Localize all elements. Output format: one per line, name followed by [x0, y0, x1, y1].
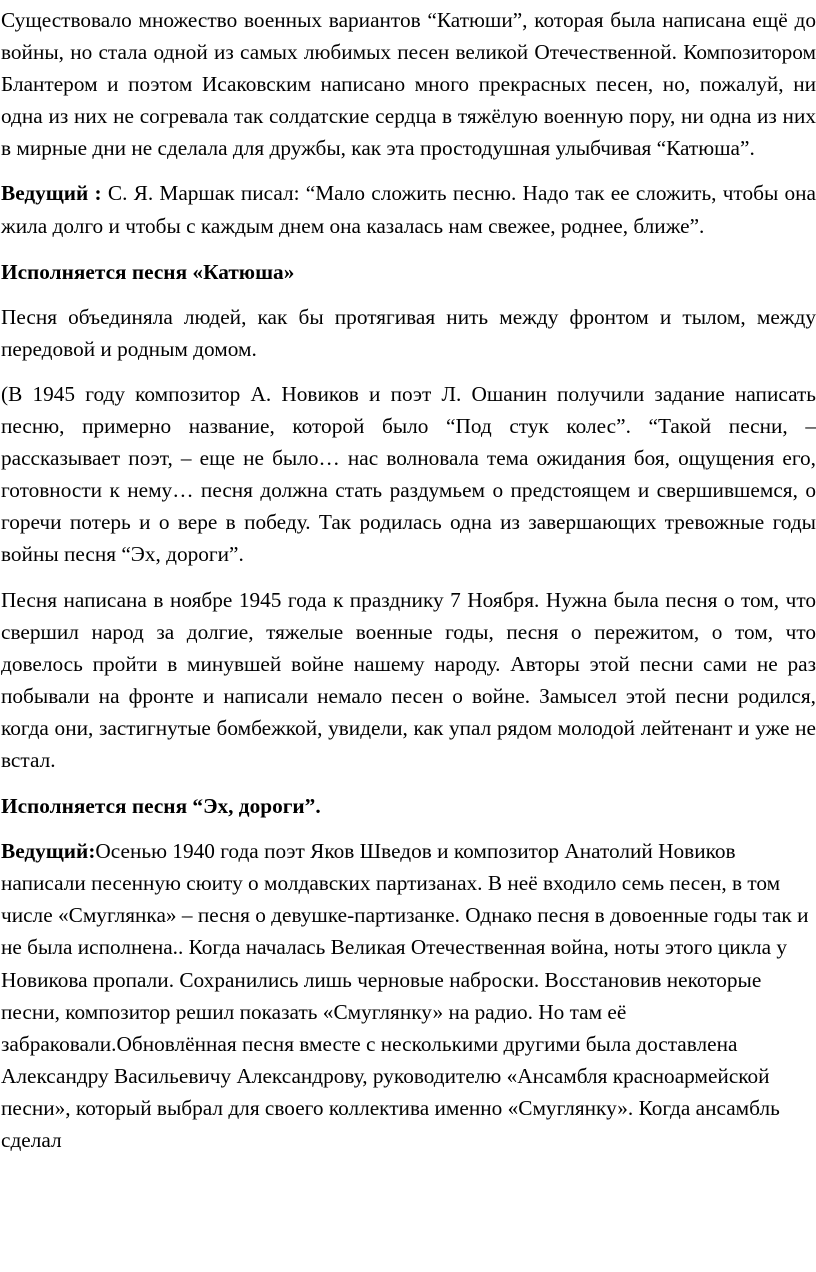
paragraph-text: С. Я. Маршак писал: “Мало сложить песню. Надо так ее сложить, чтобы она жила долго и чтобы с каждым днем она казалась нам свежее, роднее, ближе”.: [1, 181, 816, 238]
heading-eh-dorogi-performed: Исполняется песня “Эх, дороги”.: [1, 794, 321, 819]
paragraph-song-united-people: Песня объединяла людей, как бы протягивая нить между фронтом и тылом, между передовой и родным домом.: [1, 304, 816, 361]
paragraph-katyusha-intro: Существовало множество военных вариантов “Катюши”, которая была написана ещё до войны, но стала одной из самых любимых песен великой Отечественной. Композитором Блантером и поэтом Исаковским написано много прекрасных песен, но, пожалуй, ни одна из них не согревала так солдатские сердца в тяжёлую военную пору, ни одна из них в мирные дни не сделала для дружбы, как эта простодушная улыбчивая “Катюша”.: [1, 8, 816, 161]
speaker-label: Ведущий :: [1, 181, 102, 206]
speaker-label: Ведущий:: [1, 839, 96, 864]
paragraph-smuglyanka-history: [1, 835, 816, 1156]
paragraph-text: Осенью 1940 года поэт Яков Шведов и композитор Анатолий Новиков написали песенную сюиту о молдавских партизанах. В неё входило семь песен, в том числе «Смуглянка» – песня о девушке-партизанке. Однако песня в довоенные годы так и не была исполнена.. Когда началась Великая Отечественная война, ноты этого цикла у Новикова пропали. Сохранились лишь черновые наброски. Восстановив некоторые песни, композитор решил показать «Смуглянку» на радио. Но там её забраковали.Обновлённая песня вместе с несколькими другими была доставлена Александру Васильевичу Александрову, руководителю «Ансамбля красноармейской песни», который выбрал для своего коллектива именно «Смуглянку». Когда ансамбль сделал: [1, 839, 809, 1152]
paragraph-eh-dorogi-written: Песня написана в ноябре 1945 года к празднику 7 Ноября. Нужна была песня о том, что свершил народ за долгие, тяжелые военные годы, песня о пережитом, о том, что довелось пройти в минувшей войне нашему народу. Авторы этой песни сами не раз побывали на фронте и написали немало песен о войне. Замысел этой песни родился, когда они, застигнутые бомбежкой, увидели, как упал рядом молодой лейтенант и уже не встал.: [1, 587, 816, 772]
paragraph-eh-dorogi-history: (В 1945 году композитор А. Новиков и поэт Л. Ошанин получили задание написать песню, примерно название, которой было “Под стук колес”. “Такой песни, – рассказывает поэт, – еще не было… нас волновала тема ожидания боя, ощущения его, готовности к нему… песня должна стать раздумьем о предстоящем и свершившемся, о горечи потерь и о вере в победу. Так родилась одна из завершающих тревожные годы войны песня “Эх, дороги”.: [1, 381, 816, 567]
paragraph-marshak-quote: [1, 177, 816, 241]
heading-katyusha-performed: Исполняется песня «Катюша»: [1, 259, 295, 284]
